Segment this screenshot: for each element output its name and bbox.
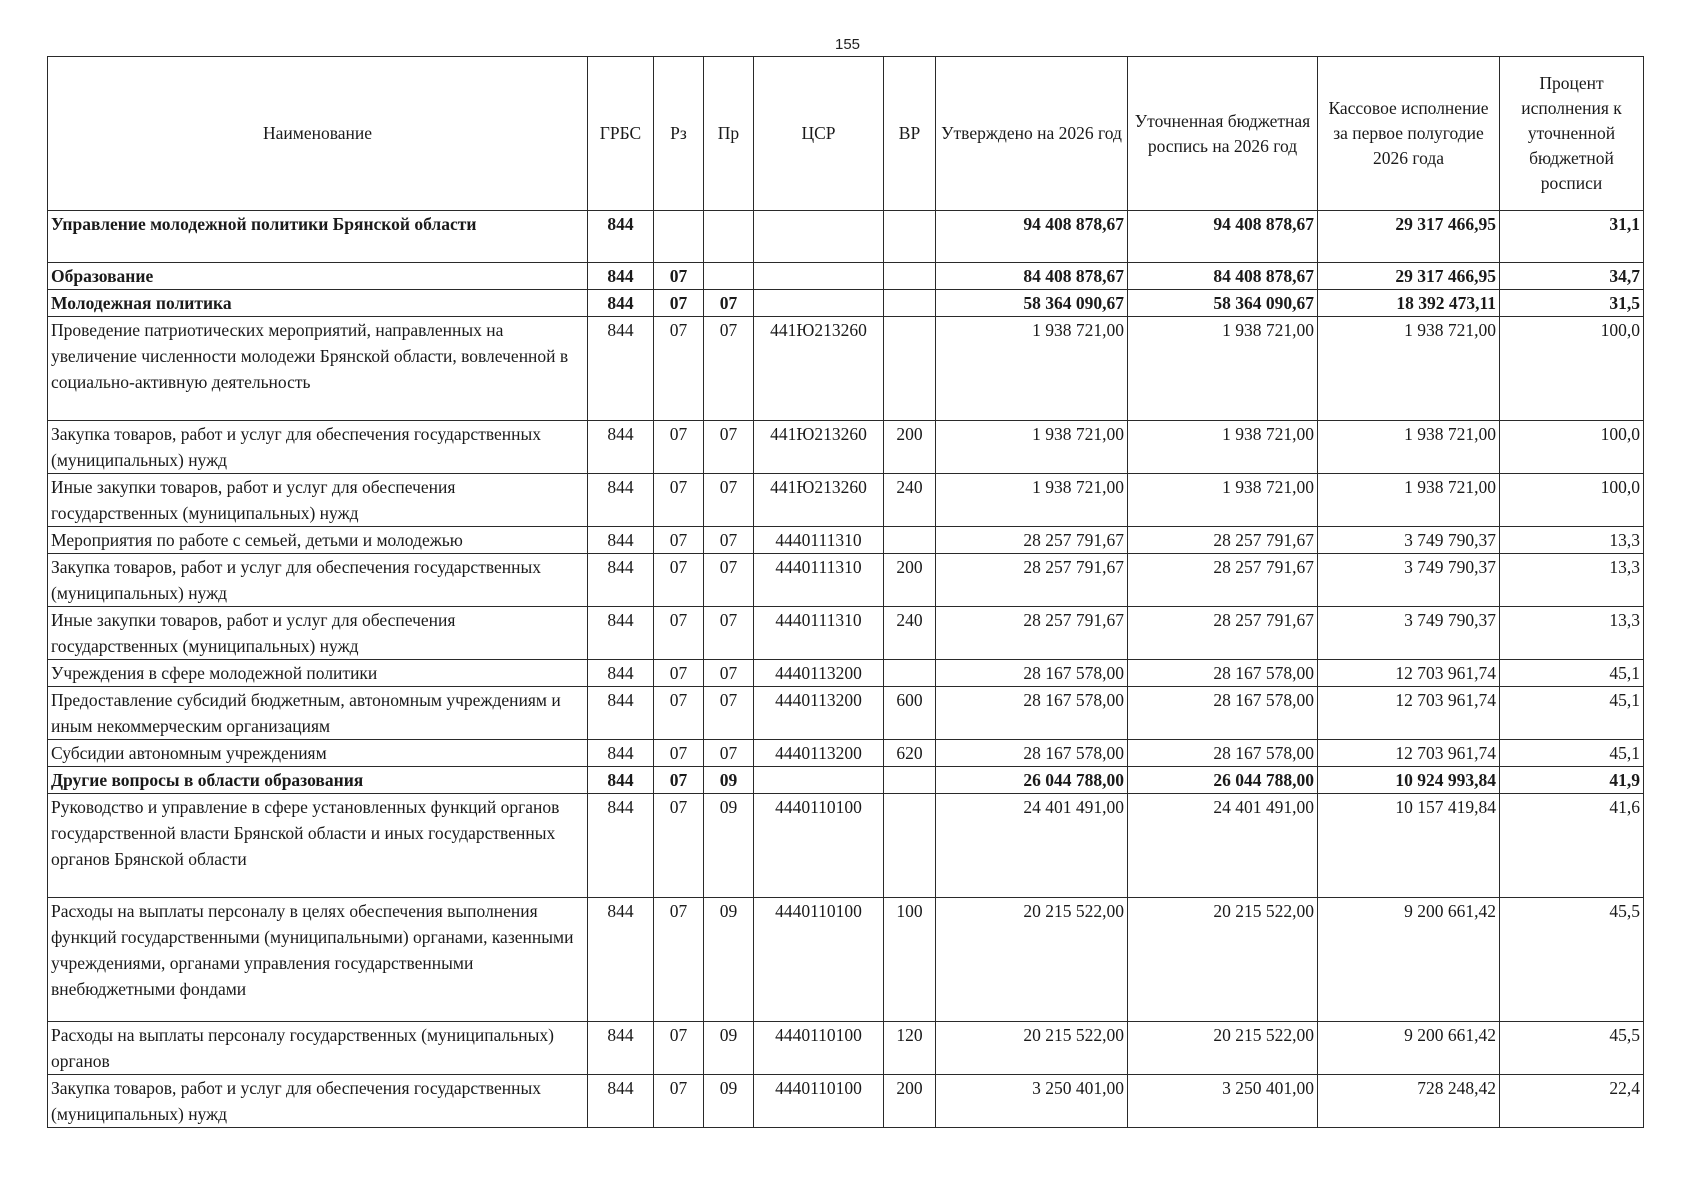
- header-csr: ЦСР: [754, 57, 884, 211]
- cell-pr: 07: [704, 421, 754, 474]
- cell-csr: 4440111310: [754, 554, 884, 607]
- header-rz: Рз: [654, 57, 704, 211]
- table-row: [48, 317, 1644, 421]
- cell-grbs: 844: [588, 527, 654, 554]
- cell-refined: 1 938 721,00: [1128, 421, 1318, 474]
- cell-csr: 4440110100: [754, 1022, 884, 1075]
- cell-csr: 4440110100: [754, 794, 884, 898]
- cell-refined: 24 401 491,00: [1128, 794, 1318, 898]
- cell-rz: 07: [654, 474, 704, 527]
- table-row: [48, 740, 1644, 767]
- cell-refined: 28 167 578,00: [1128, 660, 1318, 687]
- cell-percent: 100,0: [1500, 421, 1644, 474]
- table-row: [48, 474, 1644, 527]
- cell-vr: 200: [884, 554, 936, 607]
- cell-grbs: 844: [588, 290, 654, 317]
- cell-csr: 4440111310: [754, 527, 884, 554]
- cell-pr: 07: [704, 687, 754, 740]
- cell-pr: 07: [704, 660, 754, 687]
- table-row: [48, 421, 1644, 474]
- cell-name: Проведение патриотических мероприятий, направленных на увеличение численности молодежи Брянской области, вовлеченной в социально-активную деятельность: [48, 317, 588, 421]
- cell-vr: 600: [884, 687, 936, 740]
- cell-grbs: 844: [588, 660, 654, 687]
- cell-percent: 41,6: [1500, 794, 1644, 898]
- cell-percent: 13,3: [1500, 527, 1644, 554]
- cell-refined: 3 250 401,00: [1128, 1075, 1318, 1128]
- cell-vr: [884, 767, 936, 794]
- cell-csr: 441Ю213260: [754, 317, 884, 421]
- cell-name: Молодежная политика: [48, 290, 588, 317]
- cell-vr: 100: [884, 898, 936, 1022]
- table-row: [48, 687, 1644, 740]
- cell-approved: 28 257 791,67: [936, 554, 1128, 607]
- cell-cash: 18 392 473,11: [1318, 290, 1500, 317]
- cell-vr: [884, 794, 936, 898]
- table-row: [48, 794, 1644, 898]
- cell-refined: 20 215 522,00: [1128, 898, 1318, 1022]
- cell-csr: [754, 211, 884, 263]
- cell-refined: 26 044 788,00: [1128, 767, 1318, 794]
- cell-rz: 07: [654, 1075, 704, 1128]
- cell-percent: 45,5: [1500, 898, 1644, 1022]
- table-row: [48, 1075, 1644, 1128]
- cell-name: Закупка товаров, работ и услуг для обеспечения государственных (муниципальных) нужд: [48, 421, 588, 474]
- cell-grbs: 844: [588, 474, 654, 527]
- header-row: [48, 57, 1644, 211]
- table-row: [48, 660, 1644, 687]
- cell-name: Другие вопросы в области образования: [48, 767, 588, 794]
- cell-approved: 1 938 721,00: [936, 421, 1128, 474]
- cell-pr: 07: [704, 554, 754, 607]
- cell-grbs: 844: [588, 607, 654, 660]
- cell-pr: 07: [704, 474, 754, 527]
- cell-approved: 1 938 721,00: [936, 474, 1128, 527]
- cell-name: Руководство и управление в сфере установленных функций органов государственной власти Брянской области и иных государственных органов Брянской области: [48, 794, 588, 898]
- cell-rz: 07: [654, 527, 704, 554]
- table-row: [48, 211, 1644, 263]
- cell-percent: 13,3: [1500, 554, 1644, 607]
- cell-rz: 07: [654, 421, 704, 474]
- cell-refined: 28 167 578,00: [1128, 687, 1318, 740]
- cell-refined: 28 257 791,67: [1128, 607, 1318, 660]
- cell-rz: 07: [654, 740, 704, 767]
- cell-vr: 200: [884, 1075, 936, 1128]
- table-row: [48, 1022, 1644, 1075]
- cell-cash: 728 248,42: [1318, 1075, 1500, 1128]
- cell-approved: 84 408 878,67: [936, 263, 1128, 290]
- cell-pr: 07: [704, 740, 754, 767]
- cell-rz: 07: [654, 794, 704, 898]
- cell-vr: 240: [884, 607, 936, 660]
- cell-pr: 09: [704, 794, 754, 898]
- header-pr: Пр: [704, 57, 754, 211]
- cell-grbs: 844: [588, 1075, 654, 1128]
- cell-approved: 28 257 791,67: [936, 527, 1128, 554]
- cell-approved: 28 167 578,00: [936, 660, 1128, 687]
- cell-csr: 441Ю213260: [754, 474, 884, 527]
- table-row: [48, 898, 1644, 1022]
- cell-grbs: 844: [588, 687, 654, 740]
- cell-csr: [754, 263, 884, 290]
- cell-percent: 45,1: [1500, 687, 1644, 740]
- cell-refined: 58 364 090,67: [1128, 290, 1318, 317]
- cell-name: Мероприятия по работе с семьей, детьми и молодежью: [48, 527, 588, 554]
- cell-cash: 3 749 790,37: [1318, 607, 1500, 660]
- cell-approved: 24 401 491,00: [936, 794, 1128, 898]
- cell-pr: [704, 211, 754, 263]
- cell-grbs: 844: [588, 421, 654, 474]
- cell-name: Расходы на выплаты персоналу в целях обеспечения выполнения функций государственными (муниципальными) органами, казенными учреждениями, органами управления государственными внебюджетными фондами: [48, 898, 588, 1022]
- cell-rz: 07: [654, 263, 704, 290]
- cell-vr: [884, 290, 936, 317]
- cell-cash: 29 317 466,95: [1318, 263, 1500, 290]
- cell-vr: [884, 527, 936, 554]
- cell-name: Субсидии автономным учреждениям: [48, 740, 588, 767]
- cell-approved: 94 408 878,67: [936, 211, 1128, 263]
- cell-csr: 4440110100: [754, 898, 884, 1022]
- cell-cash: 9 200 661,42: [1318, 898, 1500, 1022]
- cell-percent: 45,1: [1500, 660, 1644, 687]
- cell-approved: 28 167 578,00: [936, 687, 1128, 740]
- cell-vr: [884, 660, 936, 687]
- cell-pr: 07: [704, 317, 754, 421]
- cell-rz: 07: [654, 898, 704, 1022]
- cell-cash: 12 703 961,74: [1318, 740, 1500, 767]
- cell-approved: 1 938 721,00: [936, 317, 1128, 421]
- cell-refined: 94 408 878,67: [1128, 211, 1318, 263]
- cell-name: Закупка товаров, работ и услуг для обеспечения государственных (муниципальных) нужд: [48, 1075, 588, 1128]
- cell-refined: 28 167 578,00: [1128, 740, 1318, 767]
- cell-percent: 13,3: [1500, 607, 1644, 660]
- cell-rz: 07: [654, 554, 704, 607]
- cell-vr: [884, 263, 936, 290]
- cell-approved: 20 215 522,00: [936, 898, 1128, 1022]
- table-row: [48, 554, 1644, 607]
- cell-grbs: 844: [588, 263, 654, 290]
- cell-vr: 620: [884, 740, 936, 767]
- cell-percent: 100,0: [1500, 317, 1644, 421]
- cell-cash: 29 317 466,95: [1318, 211, 1500, 263]
- cell-csr: 4440110100: [754, 1075, 884, 1128]
- table-row: [48, 263, 1644, 290]
- cell-refined: 20 215 522,00: [1128, 1022, 1318, 1075]
- cell-vr: [884, 211, 936, 263]
- cell-percent: 31,1: [1500, 211, 1644, 263]
- cell-csr: 4440111310: [754, 607, 884, 660]
- cell-name: Учреждения в сфере молодежной политики: [48, 660, 588, 687]
- header-cash: Кассовое исполнение за первое полугодие 2026 года: [1318, 57, 1500, 211]
- cell-pr: 07: [704, 527, 754, 554]
- cell-grbs: 844: [588, 767, 654, 794]
- cell-name: Иные закупки товаров, работ и услуг для обеспечения государственных (муниципальных) нужд: [48, 607, 588, 660]
- cell-rz: 07: [654, 767, 704, 794]
- cell-grbs: 844: [588, 794, 654, 898]
- cell-csr: [754, 767, 884, 794]
- cell-cash: 3 749 790,37: [1318, 554, 1500, 607]
- cell-rz: 07: [654, 1022, 704, 1075]
- cell-grbs: 844: [588, 898, 654, 1022]
- header-name: Наименование: [48, 57, 588, 211]
- cell-name: Расходы на выплаты персоналу государственных (муниципальных) органов: [48, 1022, 588, 1075]
- cell-grbs: 844: [588, 554, 654, 607]
- header-refined: Уточненная бюджетная роспись на 2026 год: [1128, 57, 1318, 211]
- table-row: [48, 607, 1644, 660]
- cell-grbs: 844: [588, 211, 654, 263]
- table-body: [48, 211, 1644, 1128]
- cell-approved: 26 044 788,00: [936, 767, 1128, 794]
- cell-vr: 200: [884, 421, 936, 474]
- cell-grbs: 844: [588, 317, 654, 421]
- cell-name: Закупка товаров, работ и услуг для обеспечения государственных (муниципальных) нужд: [48, 554, 588, 607]
- cell-cash: 1 938 721,00: [1318, 421, 1500, 474]
- cell-percent: 22,4: [1500, 1075, 1644, 1128]
- cell-percent: 45,1: [1500, 740, 1644, 767]
- cell-rz: 07: [654, 607, 704, 660]
- cell-refined: 84 408 878,67: [1128, 263, 1318, 290]
- cell-name: Предоставление субсидий бюджетным, автономным учреждениям и иным некоммерческим организациям: [48, 687, 588, 740]
- cell-cash: 12 703 961,74: [1318, 660, 1500, 687]
- cell-csr: [754, 290, 884, 317]
- cell-refined: 28 257 791,67: [1128, 527, 1318, 554]
- cell-csr: 4440113200: [754, 687, 884, 740]
- cell-rz: 07: [654, 317, 704, 421]
- cell-cash: 12 703 961,74: [1318, 687, 1500, 740]
- cell-vr: 120: [884, 1022, 936, 1075]
- header-grbs: ГРБС: [588, 57, 654, 211]
- cell-percent: 45,5: [1500, 1022, 1644, 1075]
- cell-pr: 07: [704, 607, 754, 660]
- header-vr: ВР: [884, 57, 936, 211]
- cell-refined: 28 257 791,67: [1128, 554, 1318, 607]
- cell-approved: 28 167 578,00: [936, 740, 1128, 767]
- cell-rz: 07: [654, 660, 704, 687]
- cell-pr: 09: [704, 1075, 754, 1128]
- cell-name: Управление молодежной политики Брянской области: [48, 211, 588, 263]
- cell-cash: 10 924 993,84: [1318, 767, 1500, 794]
- cell-name: Образование: [48, 263, 588, 290]
- cell-percent: 100,0: [1500, 474, 1644, 527]
- cell-percent: 34,7: [1500, 263, 1644, 290]
- cell-cash: 10 157 419,84: [1318, 794, 1500, 898]
- table-row: [48, 767, 1644, 794]
- cell-csr: 4440113200: [754, 660, 884, 687]
- cell-name: Иные закупки товаров, работ и услуг для обеспечения государственных (муниципальных) нужд: [48, 474, 588, 527]
- cell-rz: 07: [654, 687, 704, 740]
- cell-csr: 4440113200: [754, 740, 884, 767]
- cell-percent: 31,5: [1500, 290, 1644, 317]
- cell-pr: 09: [704, 767, 754, 794]
- cell-cash: 9 200 661,42: [1318, 1022, 1500, 1075]
- cell-pr: 07: [704, 290, 754, 317]
- cell-vr: 240: [884, 474, 936, 527]
- header-percent: Процент исполнения к уточненной бюджетной росписи: [1500, 57, 1644, 211]
- cell-approved: 28 257 791,67: [936, 607, 1128, 660]
- cell-refined: 1 938 721,00: [1128, 317, 1318, 421]
- cell-grbs: 844: [588, 1022, 654, 1075]
- table-row: [48, 527, 1644, 554]
- cell-csr: 441Ю213260: [754, 421, 884, 474]
- cell-rz: 07: [654, 290, 704, 317]
- budget-execution-table: [47, 56, 1644, 1128]
- cell-approved: 20 215 522,00: [936, 1022, 1128, 1075]
- cell-cash: 1 938 721,00: [1318, 317, 1500, 421]
- cell-pr: [704, 263, 754, 290]
- cell-pr: 09: [704, 1022, 754, 1075]
- header-approved: Утверждено на 2026 год: [936, 57, 1128, 211]
- cell-cash: 3 749 790,37: [1318, 527, 1500, 554]
- table-row: [48, 290, 1644, 317]
- cell-vr: [884, 317, 936, 421]
- cell-refined: 1 938 721,00: [1128, 474, 1318, 527]
- cell-percent: 41,9: [1500, 767, 1644, 794]
- cell-grbs: 844: [588, 740, 654, 767]
- cell-pr: 09: [704, 898, 754, 1022]
- cell-rz: [654, 211, 704, 263]
- page-number: 155: [834, 36, 861, 53]
- cell-approved: 58 364 090,67: [936, 290, 1128, 317]
- cell-cash: 1 938 721,00: [1318, 474, 1500, 527]
- cell-approved: 3 250 401,00: [936, 1075, 1128, 1128]
